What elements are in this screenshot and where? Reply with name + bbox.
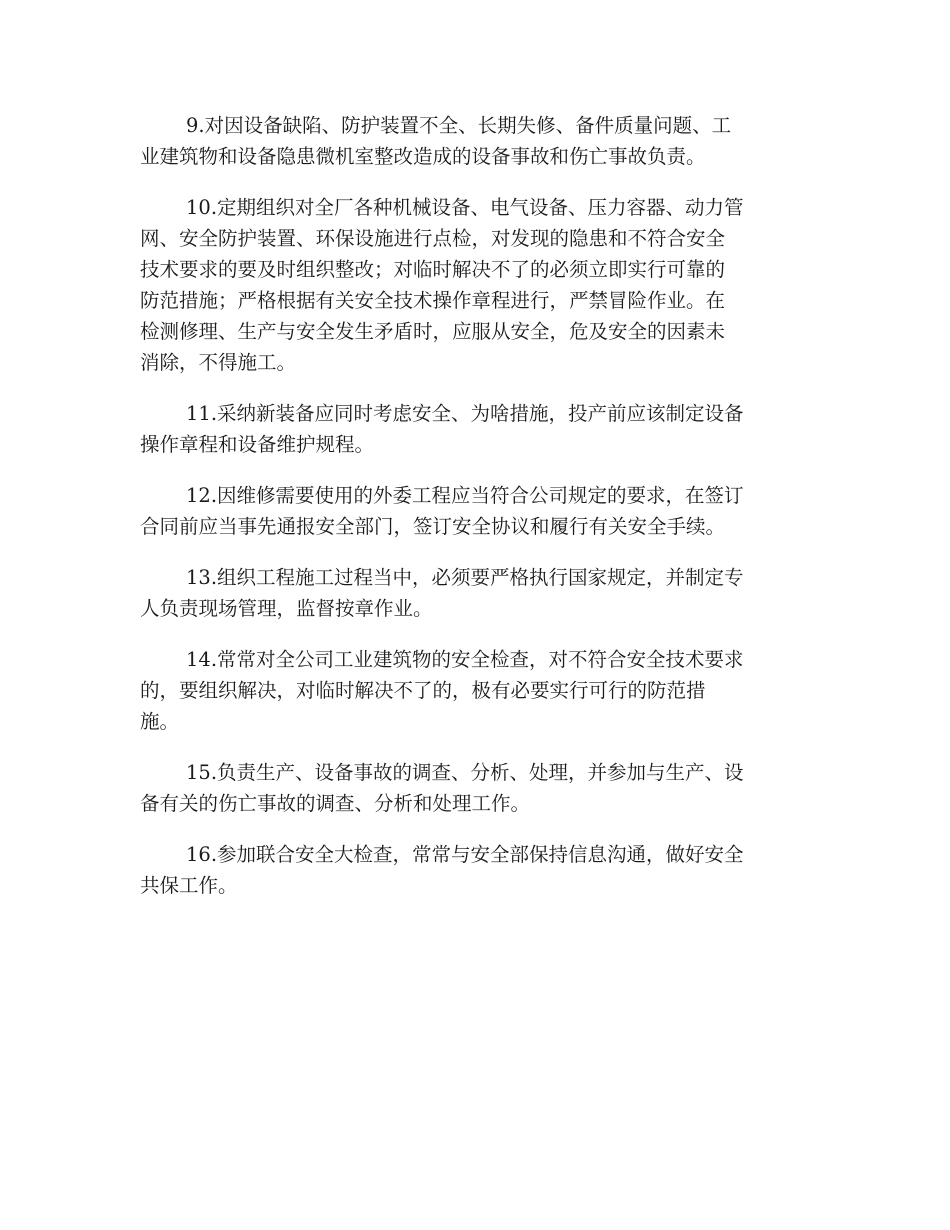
- text-line: 操作章程和设备维护规程。: [140, 433, 375, 456]
- text-line: 的，要组织解决，对临时解决不了的，极有必要实行可行的防范措: [140, 679, 706, 702]
- paragraph-item-10: [140, 192, 810, 378]
- document-body: [140, 110, 810, 921]
- text-line: 16.参加联合安全大检查，常常与安全部保持信息沟通，做好安全: [186, 843, 744, 866]
- text-line: 消除，不得施工。: [140, 351, 297, 374]
- text-line: 备有关的伤亡事故的调查、分析和处理工作。: [140, 792, 531, 815]
- paragraph-item-15: [140, 757, 810, 819]
- paragraph-item-12: [140, 480, 810, 542]
- text-line: 施。: [140, 710, 180, 733]
- paragraph-item-16: [140, 839, 810, 901]
- text-line: 检测修理、生产与安全发生矛盾时，应服从安全，危及安全的因素未: [140, 320, 726, 343]
- text-line: 11.采纳新装备应同时考虑安全、为啥措施，投产前应该制定设备: [186, 402, 744, 425]
- text-line: 防范措施；严格根据有关安全技术操作章程进行，严禁冒险作业。在: [140, 289, 726, 312]
- text-line: 网、安全防护装置、环保设施进行点检，对发现的隐患和不符合安全: [140, 227, 726, 250]
- text-line: 合同前应当事先通报安全部门，签订安全协议和履行有关安全手续。: [140, 515, 726, 538]
- paragraph-item-14: [140, 644, 810, 737]
- text-line: 14.常常对全公司工业建筑物的安全检查，对不符合安全技术要求: [186, 648, 744, 671]
- text-line: 技术要求的要及时组织整改；对临时解决不了的必须立即实行可靠的: [140, 258, 726, 281]
- text-line: 10.定期组织对全厂各种机械设备、电气设备、压力容器、动力管: [186, 196, 744, 219]
- text-line: 业建筑物和设备隐患微机室整改造成的设备事故和伤亡事故负责。: [140, 145, 706, 168]
- text-line: 共保工作。: [140, 874, 238, 897]
- text-line: 12.因维修需要使用的外委工程应当符合公司规定的要求，在签订: [186, 484, 744, 507]
- paragraph-item-11: [140, 398, 810, 460]
- paragraph-item-13: [140, 562, 810, 624]
- text-line: 9.对因设备缺陷、防护装置不全、长期失修、备件质量问题、工: [186, 114, 732, 137]
- text-line: 15.负责生产、设备事故的调查、分析、处理，并参加与生产、设: [186, 761, 744, 784]
- paragraph-item-9: [140, 110, 810, 172]
- text-line: 人负责现场管理，监督按章作业。: [140, 597, 433, 620]
- text-line: 13.组织工程施工过程当中，必须要严格执行国家规定，并制定专: [186, 566, 744, 589]
